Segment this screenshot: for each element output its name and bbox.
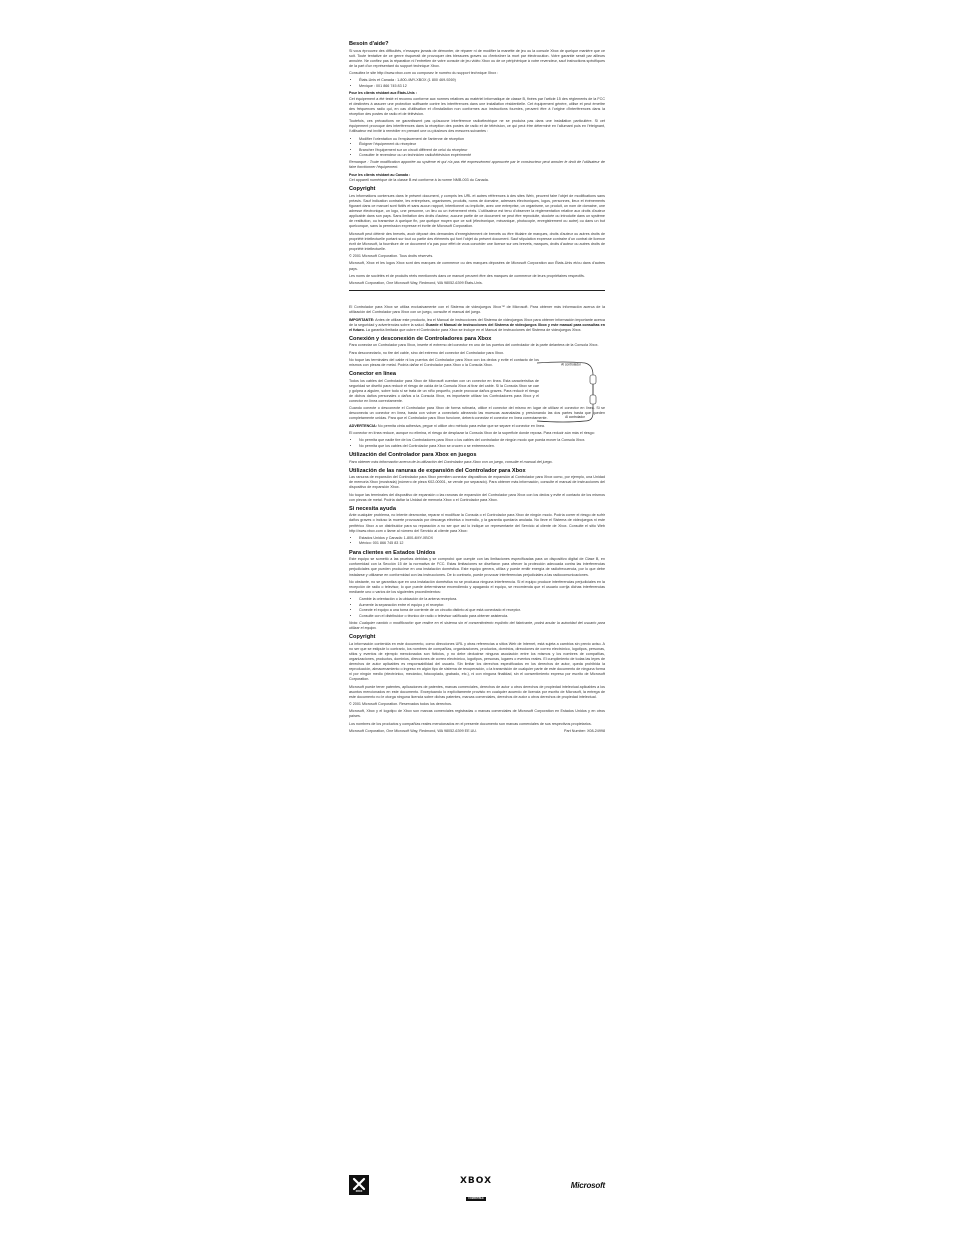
es-connect-p1: Para conectar un Controlador para Xbox, inserte el extremo del conector en uno de los puertos del controlador de la parte delantera de la Consola Xbox.: [349, 343, 599, 348]
xbox-compatible-logo: [457, 1177, 495, 1204]
list-item: • México: 001 866 745 83 12: [359, 541, 605, 546]
fr-copyright-p2: Microsoft peut détenir des brevets, avoir déposé des demandes d'enregistrement de brevets ou être titulaire de marques, droits d'auteur ou autres droits de propriété intellectuelle portant sur tout ou partie des éléments qui font l'objet du présent document. Sauf stipulation expresse contraire d'un contrat de licence écrit de Microsoft, la fourniture de ce document n'a pas pour effet de vous concéder une licence sur ces brevets, marques, droits d'auteur ou autres droits de propriété intellectuelle.: [349, 231, 605, 251]
microsoft-logo: Microsoft: [570, 1181, 605, 1190]
es-warning-label: ADVERTENCIA:: [349, 423, 377, 428]
es-copyright-p5: Los nombres de los productos y compañías reales mencionados en el presente documento son marcas comerciales de sus respectivos propietarios.: [349, 721, 592, 726]
fr-copyright-p4: Microsoft, Xbox et les logos Xbox sont des marques de commerce ou des marques déposées de Microsoft Corporation aux États-Unis et/ou dans d'autres pays.: [349, 261, 605, 271]
es-connect-p3: No toque las terminales del cable ni los puertos del Controlador para Xbox con los dedos y evite el contacto de los mismos con piezas de metal. Podría dañar el Controlador para Xbox o la Consola Xbox.: [349, 357, 539, 368]
es-intro-text-a: Antes de utilizar este producto, lea el Manual de instrucciones del Sistema de videojuegos Xbox para obtener información importante acerca de la seguridad y advertencias sobre la salud.: [349, 317, 605, 327]
es-us-title: Para clientes en Estados Unidos: [349, 549, 436, 556]
fr-copyright-p1: Les informations contenues dans le présent document, y compris les URL et autres références à des sites Web, peuvent faire l'objet de modifications sans préavis. Sauf indication contraire, les entreprises, organismes, produits, noms de domaine, adresses électroniques, logos, personnes, lieux et événements figurant dans ce manuel sont fictifs et sans aucun rapport, intentionnel ou implicite, avec une entreprise, un organisme, un produit, un nom de domaine, une adresse électronique, un logo, une personne, un lieu ou un événement réels. L'utilisateur est tenu d'observer la réglementation relative aux droits d'auteur applicable dans son pays. Sans limitation des droits d'auteur, aucune partie de ce document ne peut être reproduite, stockée ou introduite dans un système de restitution, ou transmise à quelque fin, par quelque moyen que ce soit (électronique, mécanique, photocopie, enregistrement ou autre) ou dans un but quelconque, sans la permission expresse et écrite de Microsoft Corporation.: [349, 193, 605, 229]
part-number: Part Number: X08-24998: [564, 728, 605, 733]
fr-ca-paragraph: Cet appareil numérique de la classe B est conforme à la norme NMB-003 du Canada.: [349, 178, 489, 183]
fr-help-paragraph: Si vous éprouvez des difficultés, n'essayez jamais de démonter, de réparer ni de modifier la manette de jeu ou la console Xbox de quelque manière que ce soit. Toute tentative de ce genre risquerait de provoquer des blessures graves ou d'entraîner la mort par électrocution. Votre garantie serait par ailleurs annulée. Ne confiez pas la réparation ni l'entretien de votre console de jeu vidéo Xbox ou de ce périphérique à votre revendeur, sauf instructions spécifiques de la part d'un représentant du support technique Xbox.: [349, 48, 605, 68]
es-slots-title: Utilización de las ranuras de expansión del Controlador para Xbox: [349, 467, 526, 474]
section-divider: [349, 290, 605, 291]
list-item: • Consulte con el distribuidor o técnico de radio o televisor calificado para obtener asistencia.: [359, 614, 605, 619]
fr-copyright-p5: Les noms de sociétés et de produits réels mentionnés dans ce manuel peuvent être des marques de commerce de leurs propriétaires respectifs.: [349, 273, 585, 278]
es-use-title: Utilización del Controlador para Xbox en juegos: [349, 452, 477, 459]
xbox-wordmark: XBOX: [459, 1176, 493, 1186]
es-address-line: [349, 729, 605, 733]
fr-us-note: Remarque : Toute modification apportée au système et qui n'a pas été expressément approuvée par le constructeur peut annuler le droit de l'utilisateur de faire fonctionner l'équipement.: [349, 160, 605, 170]
es-inline-title: Conector en línea: [349, 371, 396, 378]
es-inline-p3: El conector en línea reduce, aunque no elimina, el riesgo de desplazar la Consola Xbox de la superficie donde reposa. Para reducir aún más el riesgo:: [349, 431, 595, 436]
diagram-label-bottom: Al controlador: [565, 414, 585, 419]
es-us-note: Nota: Cualquier cambio o modificación que realice en el sistema sin el consentimiento explícito del fabricante, podrá anular la autoridad del usuario para utilizar el equipo.: [349, 620, 605, 630]
es-use-paragraph: Para obtener más información acerca de la utilización del Controlador para Xbox con un juego, consulte el manual del juego.: [349, 459, 553, 464]
fr-help-list: [349, 78, 605, 89]
fr-us-subtitle: Pour les clients résidant aux États-Unis :: [349, 91, 417, 96]
es-us-p2: No obstante, no se garantiza que en una instalación doméstica no se produzca ninguna interferencia. Si el equipo produce interferencias perjudiciales en la recepción de radio o televisor, lo que puede determinarse encendiendo y apagando el equipo, se recomienda que el usuario corrija dichas interferencias mediante uno o varios de los siguientes procedimientos:: [349, 579, 605, 594]
list-item: • États-Unis et Canada : 1-800-4MY-XBOX (1 800 469-9269): [359, 78, 605, 83]
list-item: • No permita que nadie tire de los Controladores para Xbox o los cables del controlador de ningún modo que pueda mover la Consola Xbox.: [359, 438, 605, 443]
es-intro-p2: [349, 318, 605, 333]
fr-copyright-p6: Microsoft Corporation, One Microsoft Way, Redmond, WA 98052-6399 États-Unis.: [349, 281, 483, 286]
connector-illustration: [535, 351, 605, 431]
es-connect-title: Conexión y desconexión de Controladores para Xbox: [349, 335, 492, 342]
fr-us-paragraph-2: Toutefois, ces précautions ne garantissent pas qu'aucune interférence radioélectrique ne se produira pas dans une installation particulière. Si cet équipement provoque des interférences dans la réception des postes de radio et de télévision, ce qui peut être déterminé en l'allumant puis en l'éteignant, l'utilisateur est invité à remédier en prenant une ou plusieurs des mesures suivantes :: [349, 119, 605, 134]
fr-help-title: Besoin d'aide?: [349, 41, 389, 47]
list-item: • Consulter le revendeur ou un technicien radio/télévision expérimenté: [359, 153, 605, 158]
es-inline-list: [349, 438, 605, 449]
es-help-title: Si necesita ayuda: [349, 505, 396, 512]
fr-ca-subtitle: Pour les clients résidant au Canada :: [349, 172, 411, 177]
list-item: • No permita que los cables del Controlador para Xbox se crucen o se entremezclen.: [359, 444, 605, 449]
es-copyright-p3: © 2001 Microsoft Corporation. Reservados todos los derechos.: [349, 702, 452, 706]
es-important-label: IMPORTANTE:: [349, 317, 375, 322]
fr-copyright-p3: © 2001 Microsoft Corporation. Tous droits réservés.: [349, 254, 434, 259]
es-copyright-title: Copyright: [349, 634, 376, 641]
es-intro-text-b: La garantía limitada que cubre el Controlador para Xbox se incluye en el Manual de instrucciones del Sistema de videojuegos Xbox.: [364, 327, 582, 332]
compatible-tag: COMPATIBLE: [468, 1197, 484, 1200]
list-item: • Cambie la orientación o la ubicación de la antena receptora.: [359, 597, 605, 602]
es-copyright-p2: Microsoft puede tener patentes, aplicaciones de patentes, marcas comerciales, derechos de autor u otros derechos de propiedad intelectual aplicables a los asuntos mencionados en este documento. Exceptuando lo explícitamente provisto en cualquier acuerdo de licencia por escrito de Microsoft, la entrega de este documento no le otorga ninguna licencia sobre dichas patentes, marcas comerciales, derechos de autor u otros derechos de propiedad intelectual.: [349, 684, 605, 699]
es-intro-p1: El Controlador para Xbox se utiliza exclusivamente con el Sistema de videojuegos Xbox™ de Microsoft. Para obtener más información acerca de la utilización del Controlador para Xbox con un juego, consulte el manual del juego.: [349, 305, 605, 315]
es-connect-p2: Para desconectarlo, no tire del cable, sino del extremo del conector del Controlador para Xbox.: [349, 350, 505, 355]
es-us-list: [349, 597, 605, 619]
es-copyright-p4: Microsoft, Xbox y el logotipo de Xbox son marcas comerciales registradas o marcas comerciales de Microsoft Corporation en Estados Unidos y en otros países.: [349, 709, 605, 719]
es-address: Microsoft Corporation, One Microsoft Way, Redmond, WA 98052-6399 EE.UU.: [349, 728, 477, 733]
fr-us-paragraph-1: Cet équipement a été testé et reconnu conforme aux normes relatives au matériel informatique de classe B, fixées par l'article 15 des règlements de la FCC et destinées à assurer une protection suffisante contre les interférences dans une installation résidentielle. Cet équipement génère, utilise et peut émettre des fréquences radio qui, en cas d'utilisation et d'installation non conformes aux instructions fournies, peuvent être à l'origine d'interférences dans la réception des postes de radio et de télévision.: [349, 96, 605, 116]
list-item: • Aumente la separación entre el equipo y el receptor.: [359, 603, 605, 608]
xbox-box-label: XBOX: [355, 1190, 363, 1193]
list-item: • Estados Unidos y Canadá: 1-800-4MY-XBOX: [359, 536, 605, 541]
diagram-label-top: Al controlador: [561, 362, 581, 367]
list-item: • Modifier l'orientation ou l'emplacement de l'antenne de réception: [359, 137, 605, 142]
es-slots-p1: Las ranuras de expansión del Controlador para Xbox permiten conectar dispositivos de expansión al Controlador para Xbox como, por ejemplo, una Unidad de memoria Xbox (mostrada) (número de pieza K02-00001, se vende por separado). Para obtener más información, consulte el manual de instrucciones del dispositivo de expansión Xbox.: [349, 475, 605, 490]
fr-copyright-title: Copyright: [349, 186, 376, 193]
es-inline-p1: Todos los cables del Controlador para Xbox de Microsoft cuentan con un conector en línea. Esta característica de seguridad se diseñó para reducir el riesgo de caída de la Consola Xbox al tirar del cable. Si la Consola Xbox se cae y golpea a alguien, sobre todo si se trata de un niño pequeño, puede provocar daños graves. Para reducir el riesgo de dichos daños personales o daños a la Consola Xbox, es importante utilizar los Controladores para Xbox y el conector en línea correctamente.: [349, 378, 539, 403]
list-item: • Brancher l'équipement sur un circuit différent de celui du récepteur: [359, 148, 605, 153]
es-intro-keep: Guarde el Manual de instrucciones del Sistema de videojuegos Xbox y este manual para consultas en el futuro.: [349, 322, 605, 332]
es-inline-p2: Cuando conecte o desconecte el Controlador para Xbox de forma rutinaria, utilice el conector del mismo en lugar de utilizar el conector en línea. Si se desconecta un conector en línea, basta con volver a conectarlo alineando las muescas acanaladas y presionando las dos partes hasta que queden completamente unidas. Para que el Controlador para Xbox funcione, deberá conectar el conector en línea correctamente.: [349, 406, 605, 421]
list-item: • Éloigner l'équipement du récepteur: [359, 142, 605, 147]
es-warning-text: No permita cinta adhesiva, pegue ni utilice otro método para evitar que se separe el conector en línea.: [376, 423, 545, 428]
list-item: • Conecte el equipo a una toma de corriente de un circuito distinto al que está conectado el receptor.: [359, 608, 605, 613]
es-help-list: [349, 536, 605, 547]
fr-help-support: Consultez le site http://www.xbox.com ou composez le numéro du support technique Xbox :: [349, 71, 499, 76]
es-us-p1: Este equipo se sometió a las pruebas debidas y se comprobó que cumple con las limitaciones especificadas para un dispositivo digital de Clase B, en conformidad con la Sección 15 de la normativa de FCC. Estas limitaciones se diseñaron para ofrecer la protección adecuada contra las interferencias perjudiciales que pueden producirse en una instalación doméstica. Este equipo genera, utiliza y puede emitir energía de radiofrecuencia, por lo que debe instalarse y utilizarse en conformidad con las instrucciones. De lo contrario, puede provocar interferencias perjudiciales a las radiocomunicaciones.: [349, 557, 605, 577]
es-slots-p2: No toque las terminales del dispositivo de expansión o las ranuras de expansión del Controlador para Xbox con los dedos y evite el contacto de los mismos con piezas de metal. Podría dañar la Unidad de memoria Xbox o el Controlador para Xbox.: [349, 492, 605, 502]
footer-logos: [349, 1173, 605, 1200]
es-help-paragraph: Ante cualquier problema, no intente desmontar, reparar ni modificar la Consola o el Controlador para Xbox de ningún modo. Podría correr el riesgo de sufrir daños graves o incluso la muerte provocada por descarga eléctrica o incendio, y la garantía quedaría anulada. No lleve el Sistema de videojuegos ni este periférico Xbox a un distribuidor para su reparación a no ser que así lo indique un representante del Servicio al cliente de Xbox. Consulte el sitio Web http://www.xbox.com o llame al número del Servicio al cliente para Xbox:: [349, 513, 605, 533]
xbox-box-logo: [349, 1175, 369, 1195]
manual-page: [349, 38, 605, 733]
list-item: • Mexique : 001 866 745 83 12: [359, 84, 605, 89]
es-copyright-p1: La información contenida en este documento, como direcciones URL y otras referencias a sitios Web de Internet, está sujeta a cambios sin previo aviso. A no ser que se estipule lo contrario, los nombres de compañías, organizaciones, productos, dominios, direcciones de correo electrónico, logotipos, personas, sitios y eventos de ejemplo mencionados son ficticios, y no debe deducirse ninguna asociación entre los mismos y los nombres de compañías, organizaciones, productos, dominios, direcciones de correo electrónico, logotipos, personas, lugares o eventos reales. El cumplimiento de todas las leyes de derechos de autor aplicables es responsabilidad del usuario. Sin limitar los derechos especificados en los derechos de autor, queda prohibida la reproducción, almacenamiento o ingreso en algún tipo de sistema de recuperación, o la transmisión de cualquier parte de este documento de ninguna forma ni por ningún medio (electrónico, mecánico, fotocopiado, grabado, etc.), ni con ninguna finalidad, sin el consentimiento expreso por escrito de Microsoft Corporation.: [349, 641, 606, 682]
connector-diagram: [535, 351, 605, 431]
fr-us-list: [349, 137, 605, 159]
